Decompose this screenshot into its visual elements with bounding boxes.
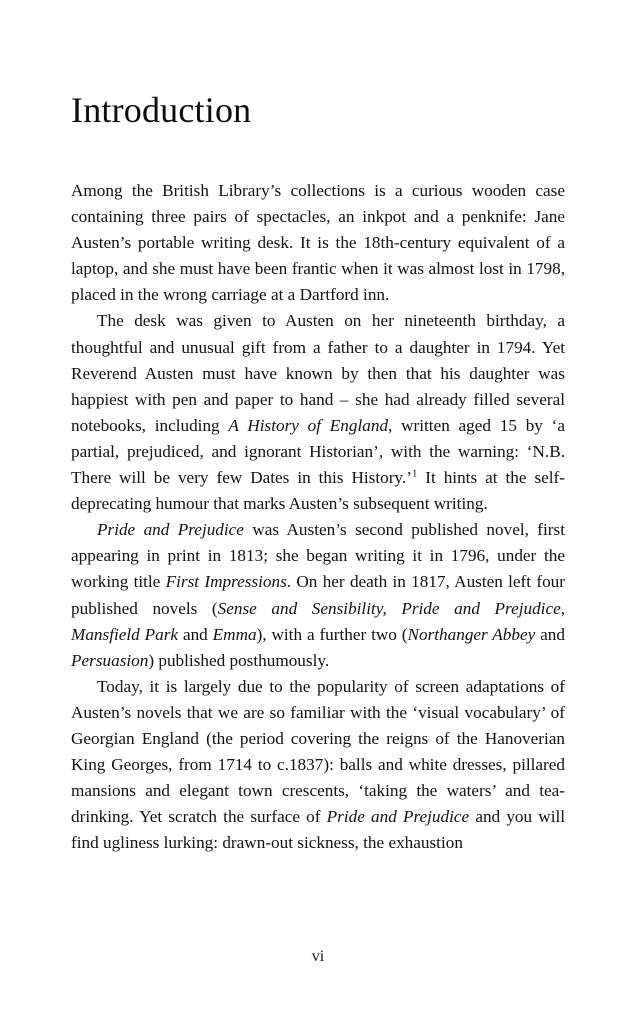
text-run: was Austen’s second published novel, first appearing in print in 1813; she began writing it in 1796, under the working title — [71, 520, 565, 592]
paragraph-2 — [71, 308, 565, 517]
page-title: Introduction — [71, 90, 252, 130]
paragraph-1 — [71, 178, 565, 308]
paragraph-4 — [71, 674, 565, 857]
italic-title: Emma — [212, 624, 257, 644]
text-run: Today, it is largely due to the popularity of screen adaptations of Austen’s novels that we are so familiar with the ‘visual vocabulary’ of Georgian England (the period covering the reigns of the Hanoverian King Georges, from 1714 to c.1837): balls and white dresses, pillared mansions and elegant town crescents, ‘taking the waters’ and tea-drinking. Yet scratch the surface of — [71, 676, 565, 827]
text-run: The desk was given to Austen on her nineteenth birthday, a thoughtful and unusual gift from a father to a daughter in 1794. Yet Reverend Austen must have known by then that his daughter was happiest with pen and paper to hand – she had already filled several notebooks, including — [71, 311, 565, 435]
text-run: Among the British Library’s collections is a curious wooden case containing three pairs of spectacles, an inkpot and a penknife: Jane Austen’s portable writing desk. It is the 18th-century equivalent of a laptop, and she must have been frantic when it was almost lost in 1798, placed in the wrong carriage at a Dartford inn. — [71, 181, 565, 305]
italic-title: Persuasion — [71, 650, 149, 670]
text-run: and you will find ugliness lurking: drawn-out sickness, the exhaustion — [71, 807, 566, 853]
text-run: and — [535, 624, 565, 644]
italic-title: Northanger Abbey — [407, 624, 536, 644]
text-run: It hints at the self-deprecating humour that marks Austen’s subsequent writing. — [71, 468, 566, 514]
italic-title: Sense and Sensibility, Pride and Prejudice, Mansfield Park — [71, 598, 565, 644]
text-column — [71, 0, 565, 856]
italic-title: Pride and Prejudice — [326, 807, 470, 827]
italic-title: Pride and Prejudice — [97, 520, 244, 540]
italic-title: A History of England — [228, 415, 389, 435]
footnote-reference: 1 — [411, 468, 418, 480]
text-run: , written aged 15 by ‘a partial, prejudiced, and ignorant Historian’, with the warning: ‘N.B. There will be very few Dates in this History.’ — [71, 415, 565, 488]
text-run: ) published posthumously. — [148, 650, 330, 670]
text-run: ), with a further two ( — [256, 624, 408, 644]
page-number: vi — [311, 948, 325, 965]
paragraph-3 — [71, 517, 565, 674]
text-run: and — [178, 624, 213, 644]
text-run: . On her death in 1817, Austen left four published novels ( — [71, 572, 565, 618]
italic-title: First Impressions — [165, 572, 287, 592]
